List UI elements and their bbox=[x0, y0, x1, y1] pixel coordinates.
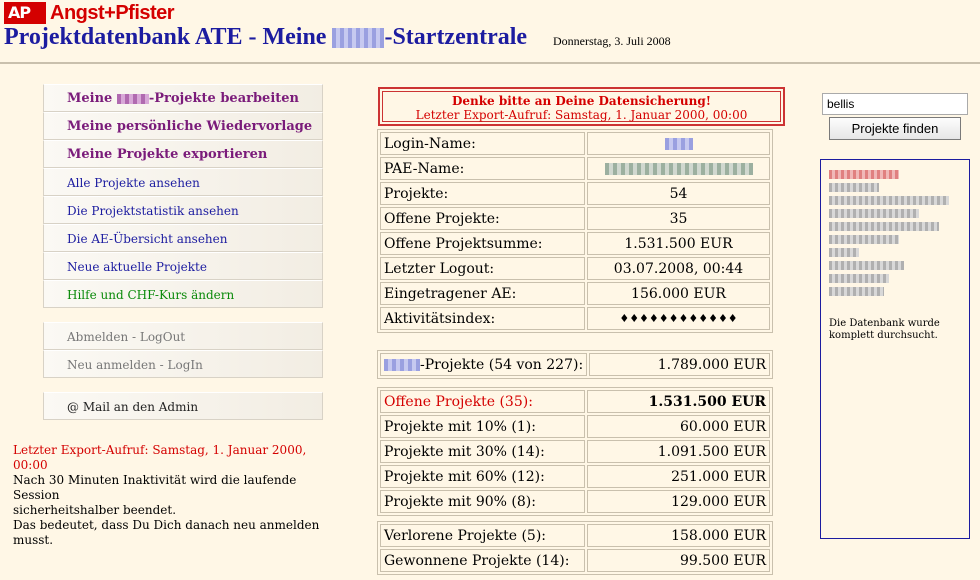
session-navigation bbox=[43, 322, 323, 378]
logout-link[interactable]: Abmelden - LogOut bbox=[43, 322, 323, 350]
nav-new-projects[interactable]: Neue aktuelle Projekte bbox=[43, 252, 323, 280]
open-projects-table bbox=[377, 387, 773, 516]
row-label: Projekte mit 90% (8): bbox=[380, 490, 585, 513]
table-row bbox=[380, 390, 770, 413]
activity-index-value: ♦♦♦♦♦♦♦♦♦♦♦♦ bbox=[587, 307, 770, 330]
row-label: Letzter Logout: bbox=[380, 257, 585, 280]
row-value: 99.500 EUR bbox=[587, 549, 770, 572]
table-row bbox=[380, 232, 770, 255]
closed-projects-table bbox=[377, 521, 773, 575]
backup-notice bbox=[378, 87, 785, 126]
row-value: 60.000 EUR bbox=[587, 415, 770, 438]
search-complete-message: Die Datenbank wurde komplett durchsucht. bbox=[829, 318, 940, 341]
session-warning bbox=[13, 443, 343, 548]
redacted-name bbox=[117, 94, 149, 104]
table-row bbox=[380, 415, 770, 438]
row-value: 1.091.500 EUR bbox=[587, 440, 770, 463]
logo-mark: AP bbox=[4, 2, 46, 24]
table-row bbox=[380, 490, 770, 513]
login-name-value bbox=[587, 132, 770, 155]
pae-name-value bbox=[587, 157, 770, 180]
row-label: Projekte mit 10% (1): bbox=[380, 415, 585, 438]
table-row bbox=[380, 282, 770, 305]
company-logo bbox=[4, 2, 174, 24]
row-value: 54 bbox=[587, 182, 770, 205]
row-label: Gewonnene Projekte (14): bbox=[380, 549, 585, 572]
header-divider bbox=[0, 62, 980, 64]
row-label: Offene Projekte: bbox=[380, 207, 585, 230]
row-value: 158.000 EUR bbox=[587, 524, 770, 547]
row-value: 251.000 EUR bbox=[587, 465, 770, 488]
row-value: 03.07.2008, 00:44 bbox=[587, 257, 770, 280]
redacted-name bbox=[605, 163, 753, 175]
user-info-table bbox=[377, 129, 773, 333]
row-label: Projekte mit 30% (14): bbox=[380, 440, 585, 463]
logo-text: Angst+Pfister bbox=[50, 1, 175, 24]
table-row bbox=[380, 353, 770, 376]
row-label: Eingetragener AE: bbox=[380, 282, 585, 305]
current-date: Donnerstag, 3. Juli 2008 bbox=[553, 34, 671, 48]
main-navigation bbox=[43, 84, 323, 308]
row-value: 156.000 EUR bbox=[587, 282, 770, 305]
table-row bbox=[380, 132, 770, 155]
row-value: 129.000 EUR bbox=[587, 490, 770, 513]
project-search-input[interactable] bbox=[822, 93, 968, 115]
row-label: Login-Name: bbox=[380, 132, 585, 155]
row-label: Aktivitätsindex: bbox=[380, 307, 585, 330]
nav-ae-overview[interactable]: Die AE-Übersicht ansehen bbox=[43, 224, 323, 252]
last-export-note: Letzter Export-Aufruf: Samstag, 1. Januar 2000, 00:00 bbox=[13, 443, 307, 472]
page-title: Projektdatenbank ATE - Meine -Startzentrale bbox=[4, 24, 528, 50]
warning-line: Das bedeutet, dass Du Dich danach neu anmelden musst. bbox=[13, 518, 320, 547]
row-value: 35 bbox=[587, 207, 770, 230]
row-label: Projekte: bbox=[380, 182, 585, 205]
row-label: Verlorene Projekte (5): bbox=[380, 524, 585, 547]
row-label: Projekte mit 60% (12): bbox=[380, 465, 585, 488]
backup-notice-subline: Letzter Export-Aufruf: Samstag, 1. Januar 2000, 00:00 bbox=[415, 108, 748, 122]
project-summary-table bbox=[377, 350, 773, 379]
row-label: Offene Projektsumme: bbox=[380, 232, 585, 255]
redacted-results bbox=[829, 170, 961, 296]
row-value: 1.789.000 EUR bbox=[589, 353, 770, 376]
nav-all-projects[interactable]: Alle Projekte ansehen bbox=[43, 168, 323, 196]
table-row bbox=[380, 549, 770, 572]
table-row bbox=[380, 524, 770, 547]
search-results-box bbox=[820, 159, 970, 539]
mail-admin-link[interactable]: @ Mail an den Admin bbox=[43, 392, 323, 420]
table-row bbox=[380, 307, 770, 330]
table-row bbox=[380, 157, 770, 180]
nav-edit-my-projects[interactable]: Meine -Projekte bearbeiten bbox=[43, 84, 323, 112]
row-label: PAE-Name: bbox=[380, 157, 585, 180]
table-row bbox=[380, 257, 770, 280]
row-value: 1.531.500 EUR bbox=[587, 390, 770, 413]
table-row bbox=[380, 207, 770, 230]
table-row bbox=[380, 465, 770, 488]
mail-navigation bbox=[43, 392, 323, 420]
redacted-name bbox=[332, 28, 384, 48]
row-value: 1.531.500 EUR bbox=[587, 232, 770, 255]
nav-export-projects[interactable]: Meine Projekte exportieren bbox=[43, 140, 323, 168]
nav-personal-followup[interactable]: Meine persönliche Wiedervorlage bbox=[43, 112, 323, 140]
nav-project-statistics[interactable]: Die Projektstatistik ansehen bbox=[43, 196, 323, 224]
redacted-name bbox=[665, 138, 693, 150]
backup-notice-heading: Denke bitte an Deine Datensicherung! bbox=[451, 94, 712, 108]
row-label: -Projekte (54 von 227): bbox=[380, 353, 587, 376]
login-link[interactable]: Neu anmelden - LogIn bbox=[43, 350, 323, 378]
redacted-name bbox=[384, 359, 420, 371]
table-row bbox=[380, 182, 770, 205]
warning-line: Nach 30 Minuten Inaktivität wird die laufende Session bbox=[13, 473, 297, 502]
table-row bbox=[380, 440, 770, 463]
warning-line: sicherheitshalber beendet. bbox=[13, 503, 177, 517]
find-projects-button[interactable]: Projekte finden bbox=[829, 117, 961, 140]
row-label: Offene Projekte (35): bbox=[380, 390, 585, 413]
nav-help-chf-rate[interactable]: Hilfe und CHF-Kurs ändern bbox=[43, 280, 323, 308]
